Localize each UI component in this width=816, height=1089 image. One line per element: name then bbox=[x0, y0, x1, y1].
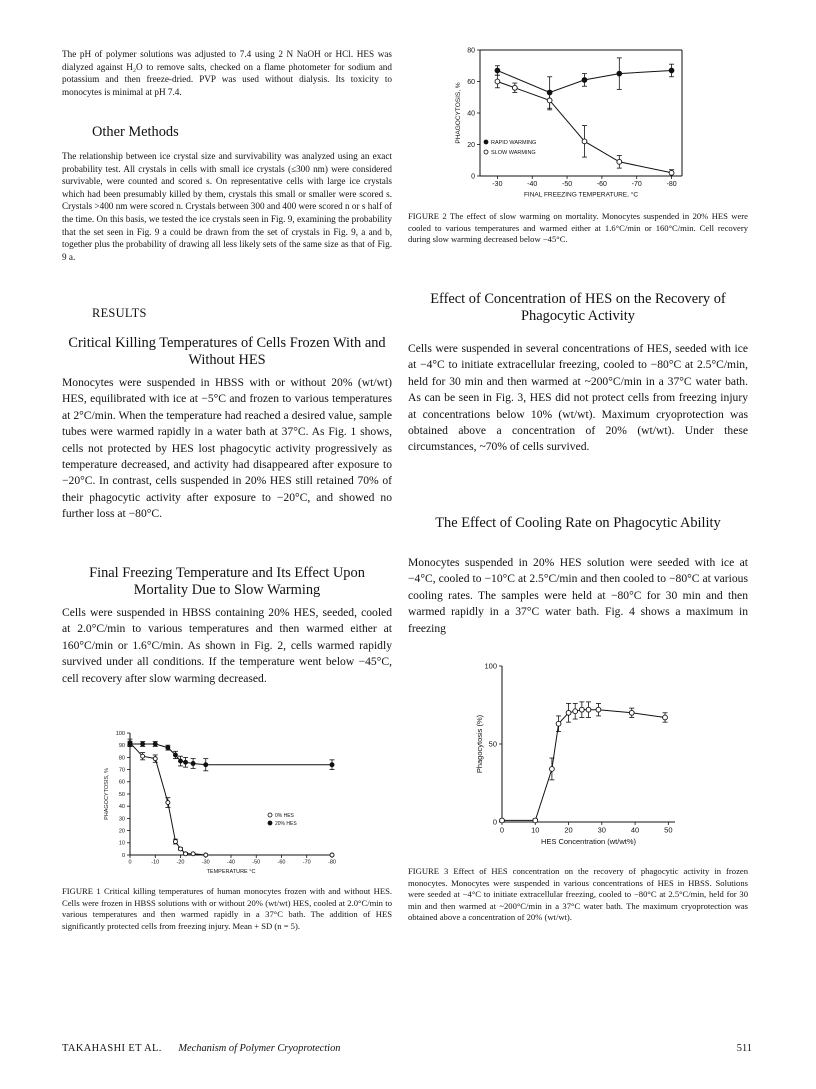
figure-2-caption-wrap bbox=[408, 211, 748, 246]
y-tick-label: 60 bbox=[467, 78, 475, 86]
data-point bbox=[330, 763, 334, 767]
data-point bbox=[533, 818, 538, 823]
x-tick-label: -20 bbox=[176, 859, 185, 866]
x-tick-label: -50 bbox=[562, 181, 573, 188]
series-line bbox=[502, 710, 665, 821]
x-tick-label: -60 bbox=[277, 859, 286, 866]
x-tick-label: -40 bbox=[227, 859, 235, 866]
y-axis-label: Phagocytosis (%) bbox=[475, 714, 484, 774]
y-tick-label: 50 bbox=[118, 791, 125, 798]
x-axis-label: HES Concentration (wt/wt%) bbox=[540, 837, 637, 846]
critical-heading: Critical Killing Temperatures of Cells Frozen With and Without HES bbox=[68, 335, 386, 368]
series-line bbox=[130, 744, 332, 765]
data-point bbox=[566, 710, 571, 715]
concentration-heading-wrap bbox=[408, 291, 748, 325]
y-tick-label: 0 bbox=[471, 173, 475, 181]
cooling-heading-wrap bbox=[408, 515, 748, 532]
y-tick-label: 40 bbox=[118, 804, 125, 811]
data-point bbox=[500, 818, 505, 823]
final-heading: Final Freezing Temperature and Its Effect Upon Mortality Due to Slow Warming bbox=[89, 565, 365, 598]
y-tick-label: 100 bbox=[115, 730, 125, 737]
data-point bbox=[582, 78, 587, 83]
x-tick-label: -10 bbox=[151, 859, 160, 866]
data-point bbox=[166, 746, 170, 750]
y-tick-label: 60 bbox=[118, 779, 125, 786]
y-axis-label: PHAGOCYTOSIS, % bbox=[455, 82, 462, 144]
concentration-paragraph bbox=[408, 341, 748, 456]
figure-1-caption: FIGURE 1 Critical killing temperatures of human monocytes frozen with and without HES. Cells were frozen in HBSS solutions with or without 20% (wt/wt) HES, cooled at 2.0°C/min to various temperatures and then warmed rapidly in a 37°C bath. The addition of HES significantly protected cells from freezing injury. Mean + SD (n = 5). bbox=[62, 886, 392, 931]
footer-authors: TAKAHASHI ET AL. bbox=[62, 1043, 162, 1054]
x-tick-label: -80 bbox=[328, 859, 336, 866]
x-tick-label: -70 bbox=[631, 181, 642, 188]
data-point bbox=[173, 753, 177, 757]
data-point bbox=[669, 68, 674, 73]
cooling-paragraph bbox=[408, 555, 748, 637]
y-tick-label: 30 bbox=[118, 816, 125, 823]
data-point bbox=[153, 757, 157, 761]
other-methods-section bbox=[62, 124, 392, 141]
y-tick-label: 20 bbox=[118, 828, 125, 835]
x-tick-label: -50 bbox=[252, 859, 261, 866]
x-tick-label: 20 bbox=[564, 825, 573, 835]
intro-text: The pH of polymer solutions was adjusted to 7.4 using 2 N NaOH or HCl. HES was dialyzed against H₂O to remove salts, checked on a flame photometer for sodium and potassium and then freeze-dried. PVP was used without dialysis. Its toxicity to monocytes is minimal at pH 7.4. bbox=[62, 49, 392, 97]
figure-2-caption: FIGURE 2 The effect of slow warming on mortality. Monocytes suspended in 20% HES were cooled to various temperatures and warmed either at 1.6°C/min or 160°C/min. Cell recovery during slow warming decreased below −45°C. bbox=[408, 211, 748, 245]
data-point bbox=[573, 709, 578, 714]
data-point bbox=[556, 721, 561, 726]
data-point bbox=[617, 71, 622, 76]
data-point bbox=[495, 68, 500, 73]
y-tick-label: 80 bbox=[118, 755, 125, 762]
final-paragraph bbox=[62, 605, 392, 687]
x-tick-label: -40 bbox=[527, 181, 538, 188]
data-point bbox=[184, 852, 188, 856]
results-heading-wrap bbox=[62, 306, 392, 321]
data-point bbox=[153, 742, 157, 746]
data-point bbox=[512, 85, 517, 90]
x-tick-label: 0 bbox=[128, 859, 132, 866]
cooling-text: Monocytes suspended in 20% HES solution were seeded with ice at −4°C, cooled to −10°C at 2.5°C/min and then cooled to −80°C at various cooling rates. The samples were held at −80°C for 30 min and then warmed rapidly in a 37°C water bath. Fig. 4 shows a maximum in freezing bbox=[408, 556, 748, 635]
legend-marker bbox=[268, 813, 272, 817]
x-tick-label: -30 bbox=[201, 859, 210, 866]
data-point bbox=[141, 742, 145, 746]
y-tick-label: 90 bbox=[118, 743, 125, 750]
data-point bbox=[204, 763, 208, 767]
legend-marker bbox=[484, 140, 488, 144]
x-axis-label: FINAL FREEZING TEMPERATURE, °C bbox=[523, 191, 639, 199]
data-point bbox=[596, 707, 601, 712]
y-tick-label: 50 bbox=[488, 739, 497, 749]
y-tick-label: 20 bbox=[467, 141, 475, 149]
y-tick-label: 10 bbox=[118, 840, 125, 847]
x-tick-label: -30 bbox=[492, 181, 503, 188]
results-heading: RESULTS bbox=[92, 306, 147, 320]
critical-text: Monocytes were suspended in HBSS with or without 20% (wt/wt) HES, equilibrated with ice at −5°C and frozen to various temperatures at 2°C/min. When the temperature had reached a desired value, sample tubes were warmed rapidly in a water bath at 37°C. As Fig. 1 shows, cells not protected by HES lost phagocytic activity progressively as temperature decreased, and activity had disappeared after exposure to −20°C. In contrast, cells suspended in 20% HES still retained 70% of their phagocytic activity after exposure to −20°C, and showed no further loss at −80°C. bbox=[62, 376, 392, 521]
other-methods-heading: Other Methods bbox=[92, 124, 179, 140]
series-line bbox=[130, 743, 332, 855]
data-point bbox=[629, 710, 634, 715]
y-tick-label: 40 bbox=[467, 110, 475, 118]
page-footer bbox=[62, 1043, 752, 1054]
cooling-heading: The Effect of Cooling Rate on Phagocytic Ability bbox=[435, 515, 721, 531]
legend-label: 20% HES bbox=[275, 821, 297, 827]
figure-3-caption-wrap bbox=[408, 866, 748, 924]
data-point bbox=[128, 742, 132, 746]
critical-paragraph bbox=[62, 375, 392, 523]
legend-marker bbox=[484, 150, 488, 154]
y-tick-label: 0 bbox=[121, 852, 125, 859]
concentration-heading: Effect of Concentration of HES on the Recovery of Phagocytic Activity bbox=[430, 291, 726, 324]
legend-label: SLOW WARMING bbox=[491, 150, 536, 156]
x-tick-label: -60 bbox=[596, 181, 607, 188]
data-point bbox=[191, 762, 195, 766]
legend-label: 0% HES bbox=[275, 813, 294, 819]
concentration-text: Cells were suspended in several concentrations of HES, seeded with ice at −4°C to initiate extracellular freezing, cooled to −80°C at 2.5°C/min, held for 30 min and then warmed at ~200°C/min in a 37°C water bath. As can be seen in Fig. 3, HES did not protect cells from freezing injury at concentrations below 10% (wt/wt). Maximum cryoprotection was obtained above a concentration of 20% (wt/wt). Under these circumstances, ~70% of cells survived. bbox=[408, 342, 748, 454]
footer-journal: Mechanism of Polymer Cryoprotection bbox=[178, 1043, 341, 1054]
final-text: Cells were suspended in HBSS containing 20% HES, seeded, cooled at 2.0°C/min to various temperatures and then warmed either at 160°C/min or 1.6°C/min. As shown in Fig. 2, cells warmed rapidly survived under all conditions. If the temperature went below −45°C, cell recovery after slow warming decreased. bbox=[62, 606, 392, 685]
data-point bbox=[586, 707, 591, 712]
other-methods-text: The relationship between ice crystal size and survivability was analyzed using an exact probability test. All crystals in cells with small ice crystals (≤300 nm) were considered survivable, were counted and scored s. On representative cells with large ice crystals which had been presumably killed by them, crystals this small or smaller were scored s. Crystals >400 nm were scored n. Crystals between 300 and 400 were scored n or s half of the time. On this basis, we tested the ice crystals seen in Fig. 9, examining the probability that the set seen in Fig. 9 a could be drawn from the set of crystals in Fig. 9, a and b, together plus the probability of drawing all less likely sets of the same size as that of Fig. 9 a. bbox=[62, 151, 392, 262]
y-tick-label: 80 bbox=[467, 47, 475, 55]
data-point bbox=[669, 170, 674, 175]
data-point bbox=[663, 715, 668, 720]
y-axis-label: PHAGOCYTOSIS, % bbox=[104, 768, 110, 820]
data-point bbox=[617, 159, 622, 164]
y-tick-label: 70 bbox=[118, 767, 125, 774]
data-point bbox=[166, 801, 170, 805]
data-point bbox=[330, 853, 334, 857]
figure-2-chart bbox=[450, 44, 690, 199]
data-point bbox=[191, 852, 195, 856]
x-tick-label: -80 bbox=[666, 181, 677, 188]
legend-label: RAPID WARMING bbox=[491, 140, 537, 146]
data-point bbox=[582, 139, 587, 144]
data-point bbox=[173, 840, 177, 844]
x-axis-label: TEMPERATURE °C bbox=[206, 869, 256, 875]
x-tick-label: 10 bbox=[531, 825, 540, 835]
x-tick-label: 40 bbox=[630, 825, 640, 835]
x-tick-label: 30 bbox=[597, 825, 606, 835]
y-tick-label: 100 bbox=[484, 661, 497, 671]
legend-marker bbox=[268, 821, 272, 825]
data-point bbox=[141, 754, 145, 758]
final-heading-wrap bbox=[62, 565, 392, 599]
other-methods-paragraph bbox=[62, 150, 392, 263]
x-tick-label: 50 bbox=[664, 825, 673, 835]
data-point bbox=[204, 853, 208, 857]
data-point bbox=[179, 847, 183, 851]
data-point bbox=[550, 767, 555, 772]
x-tick-label: -70 bbox=[302, 859, 311, 866]
data-point bbox=[179, 759, 183, 763]
critical-heading-wrap bbox=[62, 335, 392, 369]
data-point bbox=[184, 760, 188, 764]
data-point bbox=[579, 707, 584, 712]
figure-3-caption: FIGURE 3 Effect of HES concentration on the recovery of phagocytic activity in frozen monocytes. Monocytes were suspended in various concentrations of HES in HBSS. Solutions were seeded at −4°C to initiate extracellular freezing, cooled to −80°C at 2.5°C/min, held for 30 min and then warmed at ~200°C/min in a 37°C water bath. The maximum cryoprotection was obtained above a concentration of 20% (wt/wt). bbox=[408, 866, 748, 923]
x-tick-label: 0 bbox=[499, 825, 505, 835]
figure-3-chart bbox=[470, 660, 700, 860]
data-point bbox=[547, 98, 552, 103]
figure-1-chart bbox=[100, 725, 345, 875]
intro-paragraph bbox=[62, 48, 392, 98]
y-tick-label: 0 bbox=[492, 817, 497, 827]
page-number: 511 bbox=[736, 1043, 752, 1054]
figure-1-caption-wrap bbox=[62, 886, 392, 932]
data-point bbox=[495, 79, 500, 84]
